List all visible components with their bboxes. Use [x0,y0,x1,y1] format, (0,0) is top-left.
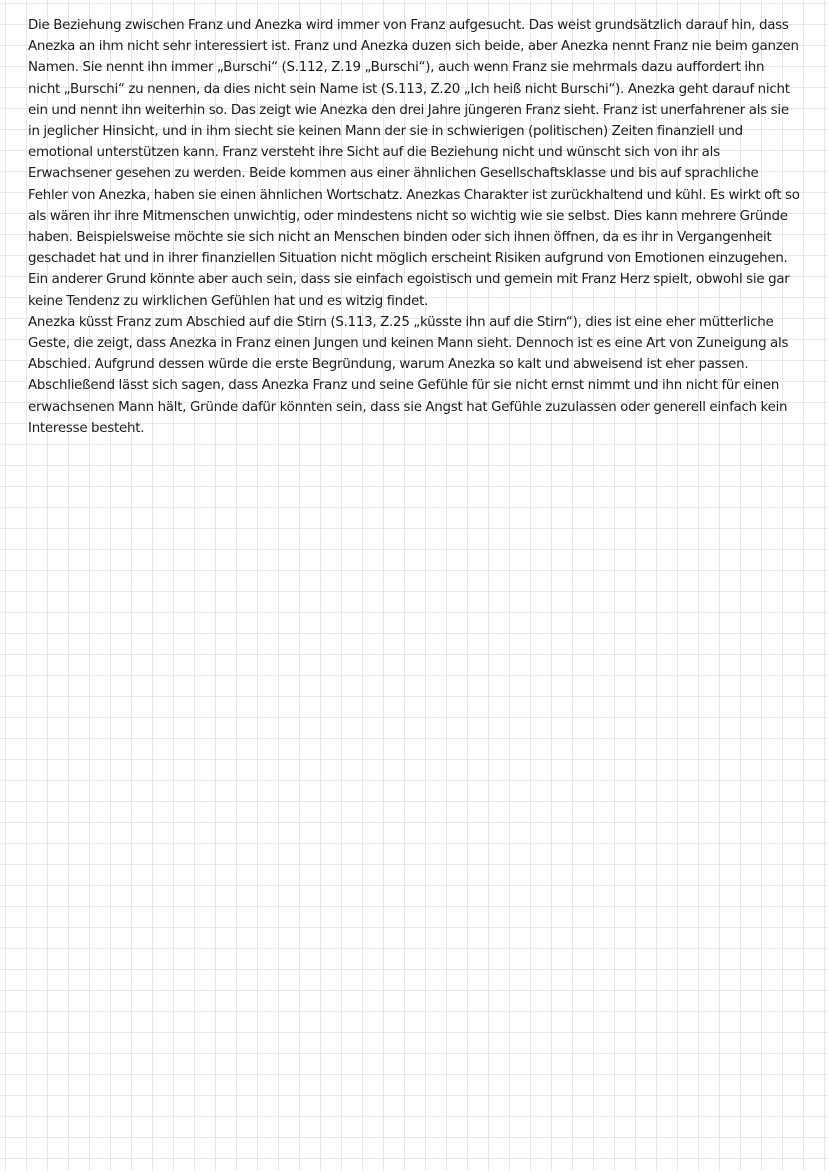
paragraph-farewell-kiss: Anezka küsst Franz zum Abschied auf die Stirn (S.113, Z.25 „küsste ihn auf die Stirn“), dies ist eine eher mütterliche Geste, die zeigt, dass Anezka in Franz einen Jungen und keinen Mann sieht. Dennoch ist es eine Art von Zuneigung als Abschied. Aufgrund dessen würde die erste Begründung, warum Anezka so kalt und abweisend ist eher passen. [28,314,789,373]
paragraph-conclusion: Abschließend lässt sich sagen, dass Anezka Franz und seine Gefühle für sie nicht ernst nimmt und ihn nicht für einen erwachsenen Mann hält, Gründe dafür könnten sein, dass sie Angst hat Gefühle zuzulassen oder generell einfach kein Interesse besteht. [28,378,788,436]
paragraph-relationship-analysis: Die Beziehung zwischen Franz und Anezka wird immer von Franz aufgesucht. Das weist grundsätzlich darauf hin, dass Anezka an ihm nicht sehr interessiert ist. Franz und Anezka duzen sich beide, aber Anezka nennt Franz nie beim ganzen Namen. Sie nennt ihn immer „Burschi“ (S.112, Z.19 „Burschi“), auch wenn Franz sie mehrmals dazu auffordert ihn nicht „Burschi“ zu nennen, da dies nicht sein Name ist (S.113, Z.20 „Ich heiß nicht Burschi“). Anezka geht darauf nicht ein und nennt ihn weiterhin so. Das zeigt wie Anezka den drei Jahre jüngeren Franz sieht. Franz ist unerfahrener als sie in jeglicher Hinsicht, und in ihm siecht sie keinen Mann der sie in schwierigen (politischen) Zeiten finanziell und emotional unterstützen kann. Franz versteht ihre Sicht auf die Beziehung nicht und wünscht sich von ihr als Erwachsener gesehen zu werden. Beide kommen aus einer ähnlichen Gesellschaftsklasse und bis auf sprachliche Fehler von Anezka, haben sie einen ähnlichen Wortschatz. Anezkas Charakter ist zurückhaltend und kühl. Es wirkt oft so als wären ihr ihre Mitmenschen unwichtig, oder mindestens nicht so wichtig wie sie selbst. Dies kann mehrere Gründe haben. Beispielsweise möchte sie sich nicht an Menschen binden oder sich ihnen öffnen, da es ihr in Vergangenheit geschadet hat und in ihrer finanziellen Situation nicht möglich erscheint Risiken aufgrund von Emotionen einzugehen. Ein anderer Grund könnte aber auch sein, dass sie einfach egoistisch und gemein mit Franz Herz spielt, obwohl sie gar keine Tendenz zu wirklichen Gefühlen hat und es witzig findet. [28,18,800,309]
essay-text [28,15,800,439]
